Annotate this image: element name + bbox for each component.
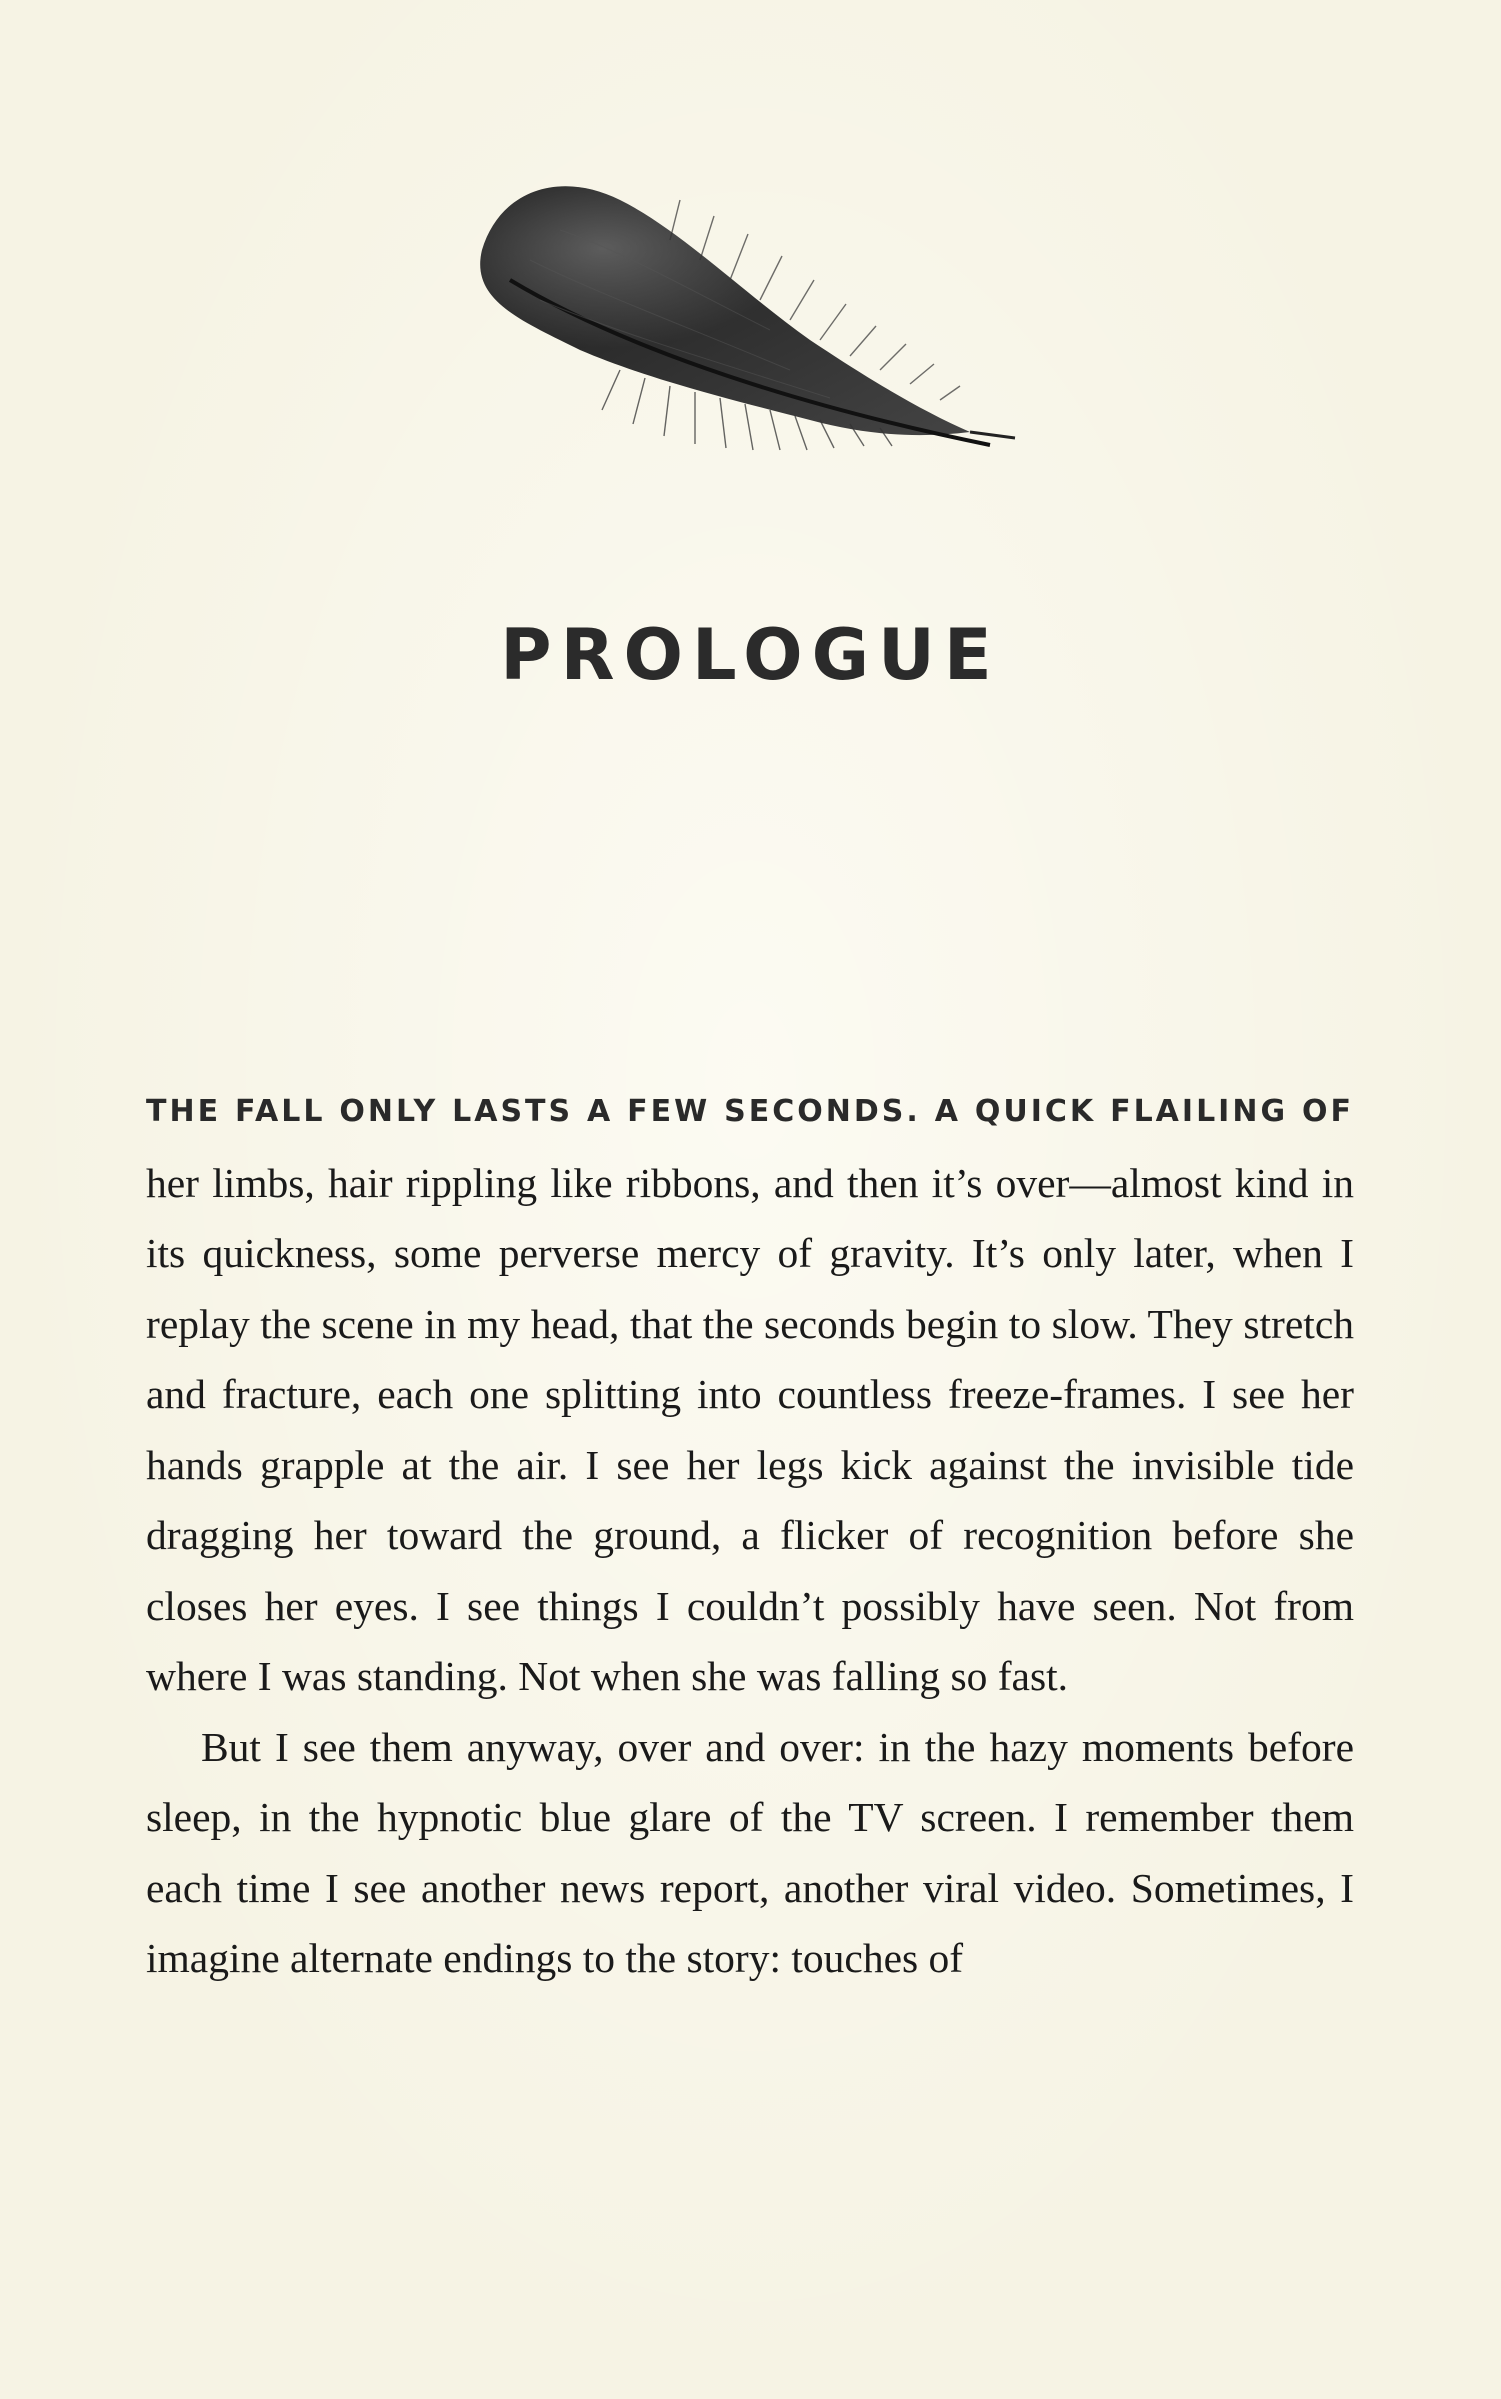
body-text	[146, 1072, 1354, 1994]
paragraph-2: But I see them anyway, over and over: in the hazy moments before sleep, in the hypnotic blue glare of the TV screen. I remember them each time I see another news report, another viral video. Sometimes, I imagine alternate endings to the story: touches of	[146, 1723, 1354, 1981]
paragraph-1-text: her limbs, hair rippling like ribbons, and then it’s over—almost kind in its quickness, some perverse mercy of gravity. It’s only later, when I replay the scene in my head, that the seconds begin to slow. They stretch and fracture, each one splitting into countless freeze-frames. I see her hands grapple at the air. I see her legs kick against the invisible tide dragging her toward the ground, a flicker of recognition before she closes her eyes. I see things I couldn’t possibly have seen. Not from where I was standing. Not when she was falling so fast.	[146, 1159, 1354, 1699]
feather-icon	[470, 170, 1030, 550]
chapter-title: PROLOGUE	[500, 614, 1001, 696]
lead-in-caps: THE FALL ONLY LASTS A FEW SECONDS. A QUICK FLAILING OF	[146, 1094, 1354, 1129]
paragraph-1	[146, 1072, 1354, 1712]
